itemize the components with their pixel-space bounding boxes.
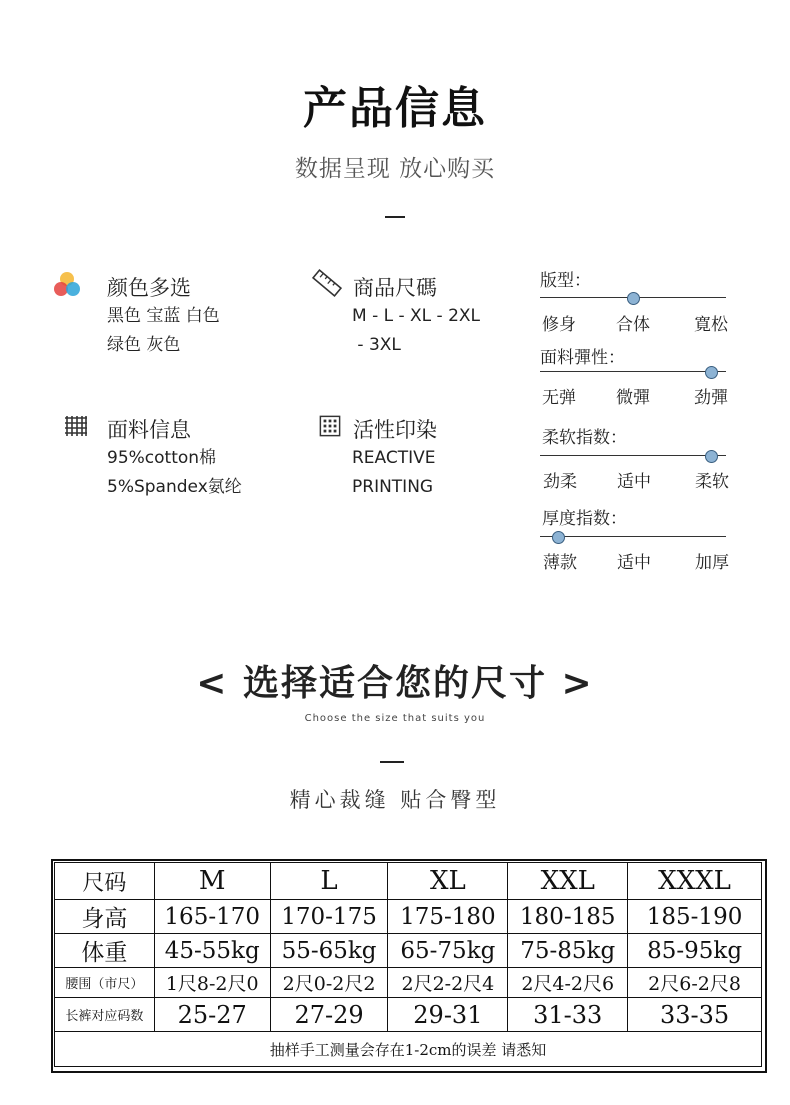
feature-fabric-title: 面料信息: [107, 418, 191, 442]
table-cell: 185-190: [628, 900, 762, 934]
table-cell: 180-185: [508, 900, 628, 934]
row-label: 体重: [55, 934, 155, 968]
table-cell: 170-175: [270, 900, 388, 934]
table-row: [55, 998, 762, 1032]
feature-color-line2: 绿色 灰色: [107, 335, 181, 355]
scale-elasticity-tick-2: 微彈: [616, 388, 650, 408]
scale-elasticity-knob: [705, 366, 718, 379]
scale-fit-label: 版型：: [540, 271, 591, 291]
feature-fabric-line2: 5%Spandex氨纶: [107, 477, 242, 497]
feature-print-line1: REACTIVE: [352, 448, 436, 468]
scale-thickness-tick-3: 加厚: [695, 553, 729, 573]
scale-softness: [540, 423, 730, 493]
scale-fit-tick-2: 合体: [616, 315, 650, 335]
table-header-cell: M: [154, 863, 270, 900]
table-cell: 85-95kg: [628, 934, 762, 968]
size-section-english: Choose the size that suits you: [304, 713, 486, 724]
table-cell: 175-180: [388, 900, 508, 934]
table-cell: 45-55kg: [154, 934, 270, 968]
feature-print-line2: PRINTING: [352, 477, 434, 497]
feature-color-title: 颜色多选: [107, 276, 191, 300]
row-label: 腰围（市尺）: [55, 968, 155, 998]
page-subtitle: 数据呈现 放心购买: [294, 156, 496, 182]
scale-fit: [540, 266, 730, 336]
table-row: [55, 934, 762, 968]
table-cell: 2尺4-2尺6: [508, 968, 628, 998]
table-header-cell: XL: [388, 863, 508, 900]
row-label: 身高: [55, 900, 155, 934]
page-title: 产品信息: [303, 83, 487, 134]
table-row: [55, 968, 762, 998]
table-cell: 29-31: [388, 998, 508, 1032]
scale-thickness-label: 厚度指数：: [542, 509, 627, 529]
divider: [385, 216, 405, 218]
table-cell: 2尺6-2尺8: [628, 968, 762, 998]
feature-fabric-line1: 95%cotton棉: [107, 448, 217, 468]
scale-elasticity-tick-1: 无弹: [542, 388, 576, 408]
table-cell: 55-65kg: [270, 934, 388, 968]
ruler-icon: [312, 268, 342, 298]
table-cell: 165-170: [154, 900, 270, 934]
table-cell: 27-29: [270, 998, 388, 1032]
row-label: 长裤对应码数: [55, 998, 155, 1032]
table-header-cell: L: [270, 863, 388, 900]
scale-elasticity-label: 面料彈性：: [540, 348, 625, 368]
scale-elasticity-track: [540, 371, 726, 372]
table-note-row: [55, 1032, 762, 1067]
scale-thickness-knob: [552, 531, 565, 544]
table-header-cell: XXXL: [628, 863, 762, 900]
table-cell: 31-33: [508, 998, 628, 1032]
size-section-tagline: 精心裁缝 贴合臀型: [289, 788, 501, 812]
scale-thickness: [540, 504, 730, 574]
feature-size-title: 商品尺碼: [353, 276, 437, 300]
table-header-row: [55, 863, 762, 900]
scale-fit-tick-1: 修身: [542, 315, 576, 335]
scale-elasticity: [540, 343, 730, 413]
size-section-title: < 选择适合您的尺寸 >: [196, 663, 594, 704]
table-cell: 1尺8-2尺0: [154, 968, 270, 998]
scale-thickness-track: [540, 536, 726, 537]
fabric-grid-icon: [64, 414, 88, 438]
scale-softness-tick-2: 适中: [617, 472, 651, 492]
table-cell: 2尺2-2尺4: [388, 968, 508, 998]
table-cell: 2尺0-2尺2: [270, 968, 388, 998]
scale-softness-knob: [705, 450, 718, 463]
table-note: 抽样手工测量会存在1-2cm的误差 请悉知: [55, 1032, 762, 1067]
print-grid-icon: [319, 415, 341, 437]
table-header-cell: 尺码: [55, 863, 155, 900]
color-circles-icon: [52, 270, 82, 300]
feature-size-line1: M - L - XL - 2XL: [352, 306, 481, 326]
scale-softness-label: 柔软指数：: [542, 428, 627, 448]
scale-fit-knob: [627, 292, 640, 305]
scale-elasticity-tick-3: 劲彈: [694, 388, 728, 408]
divider: [380, 761, 404, 763]
table-cell: 65-75kg: [388, 934, 508, 968]
scale-fit-tick-3: 寛松: [694, 315, 728, 335]
feature-print-title: 活性印染: [353, 418, 437, 442]
table-cell: 75-85kg: [508, 934, 628, 968]
feature-color-line1: 黑色 宝蓝 白色: [107, 306, 220, 326]
scale-softness-track: [540, 455, 726, 456]
table-cell: 25-27: [154, 998, 270, 1032]
feature-size-line2: - 3XL: [352, 335, 401, 355]
table-cell: 33-35: [628, 998, 762, 1032]
size-table: [54, 862, 762, 1067]
table-header-cell: XXL: [508, 863, 628, 900]
scale-thickness-tick-2: 适中: [617, 553, 651, 573]
scale-thickness-tick-1: 薄款: [543, 553, 577, 573]
scale-softness-tick-1: 劲柔: [543, 472, 577, 492]
scale-softness-tick-3: 柔软: [695, 472, 729, 492]
table-row: [55, 900, 762, 934]
